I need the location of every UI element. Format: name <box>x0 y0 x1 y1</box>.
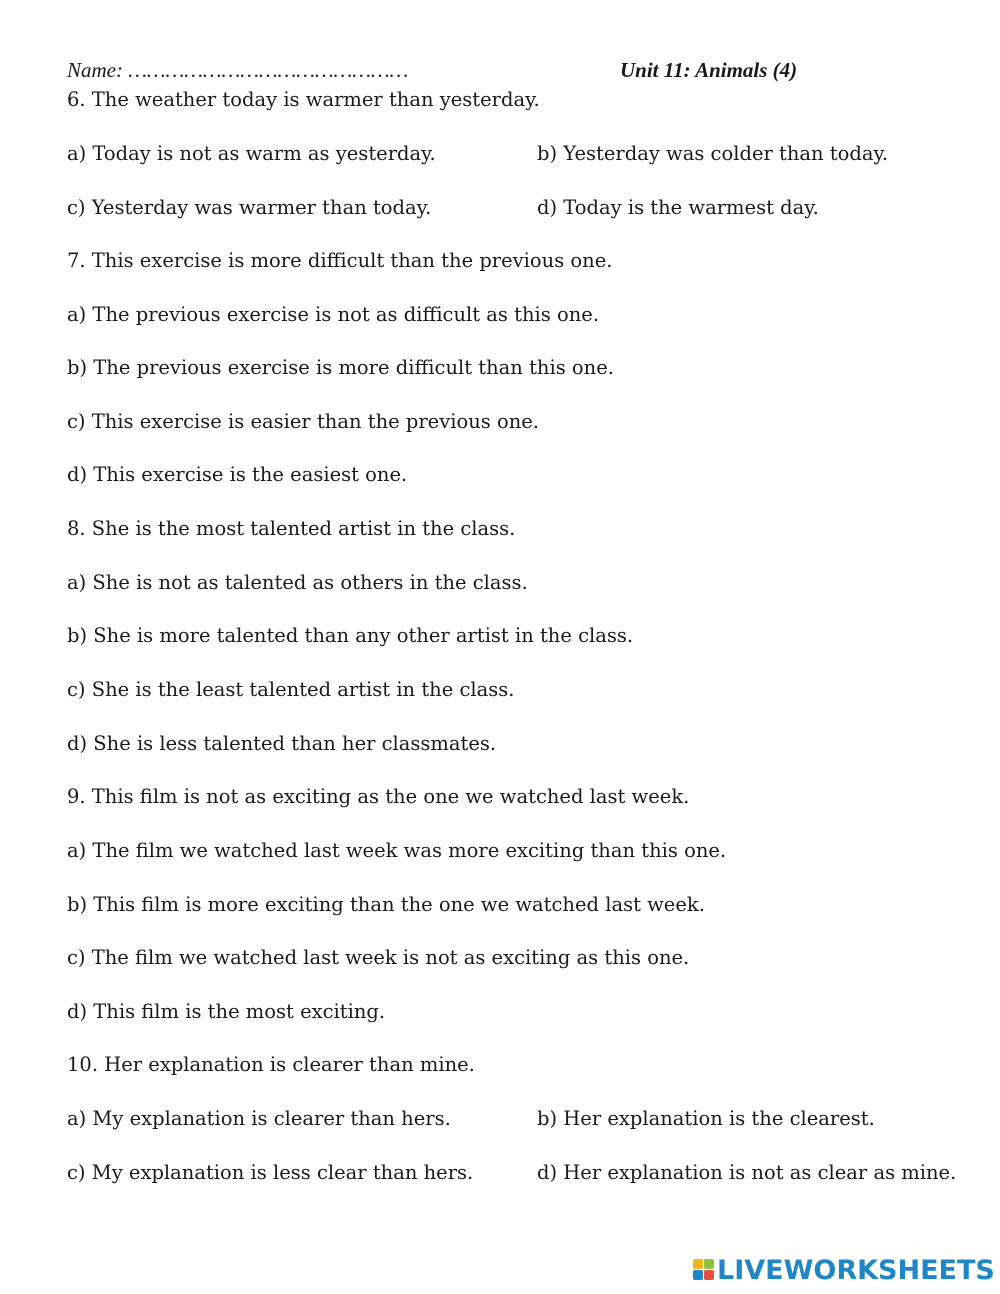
option-d: d) Today is the warmest day. <box>537 196 819 219</box>
option-a: a) The previous exercise is not as difficult as this one. <box>67 303 600 326</box>
unit-title: Unit 11: Animals (4) <box>620 58 798 82</box>
worksheet-header <box>67 58 947 86</box>
option-b: b) The previous exercise is more difficult than this one. <box>67 356 614 379</box>
option-b: b) Her explanation is the clearest. <box>537 1107 875 1130</box>
question-stem: 9. This film is not as exciting as the one we watched last week. <box>67 785 690 808</box>
liveworksheets-logo <box>693 1253 995 1287</box>
option-d: d) She is less talented than her classmates. <box>67 732 497 755</box>
option-c: c) My explanation is less clear than hers. <box>67 1161 474 1184</box>
question-stem: 10. Her explanation is clearer than mine. <box>67 1053 475 1076</box>
option-b: b) This film is more exciting than the one we watched last week. <box>67 893 705 916</box>
question-stem: 7. This exercise is more difficult than the previous one. <box>67 249 613 272</box>
option-a: a) My explanation is clearer than hers. <box>67 1107 451 1130</box>
logo-text: LIVEWORKSHEETS <box>717 1254 995 1286</box>
option-a: a) The film we watched last week was more exciting than this one. <box>67 839 727 862</box>
logo-blocks-icon <box>693 1259 715 1281</box>
option-d: d) This film is the most exciting. <box>67 1000 386 1023</box>
option-c: c) This exercise is easier than the previous one. <box>67 410 539 433</box>
option-a: a) She is not as talented as others in the class. <box>67 571 528 594</box>
option-b: b) Yesterday was colder than today. <box>537 142 889 165</box>
option-c: c) Yesterday was warmer than today. <box>67 196 432 219</box>
option-c: c) She is the least talented artist in the class. <box>67 678 515 701</box>
option-d: d) This exercise is the easiest one. <box>67 463 408 486</box>
name-field-label: Name: ……………………………………… <box>67 58 409 82</box>
question-stem: 8. She is the most talented artist in the class. <box>67 517 516 540</box>
option-a: a) Today is not as warm as yesterday. <box>67 142 436 165</box>
option-d: d) Her explanation is not as clear as mine. <box>537 1161 957 1184</box>
option-b: b) She is more talented than any other artist in the class. <box>67 624 634 647</box>
question-stem: 6. The weather today is warmer than yesterday. <box>67 88 540 111</box>
option-c: c) The film we watched last week is not as exciting as this one. <box>67 946 690 969</box>
